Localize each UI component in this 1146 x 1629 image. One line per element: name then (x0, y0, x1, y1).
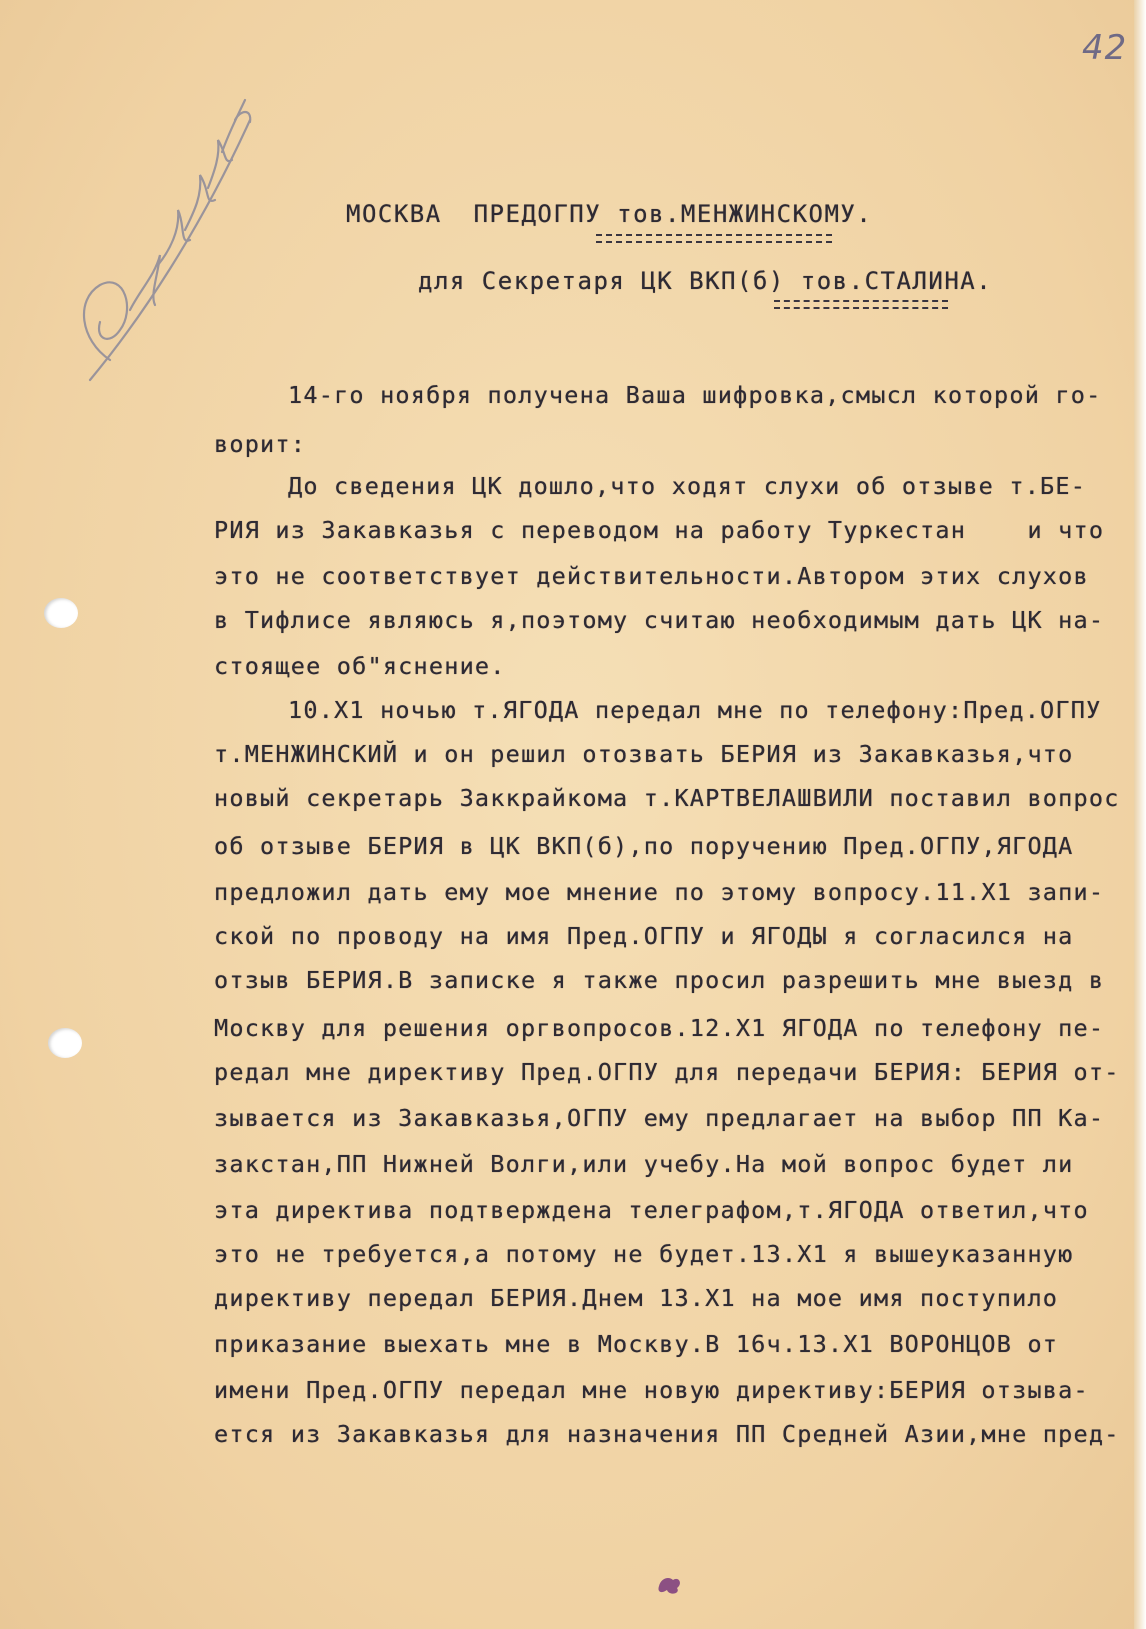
body-line: 10.Х1 ночью т.ЯГОДА передал мне по телефону:Пред.ОГПУ (288, 696, 1102, 724)
punch-hole-top (44, 598, 78, 628)
body-line: это не соответствует действительности.Автором этих слухов (214, 562, 1089, 590)
body-line: эта директива подтверждена телеграфом,т.ЯГОДА ответил,что (214, 1196, 1089, 1224)
ink-stamp-mark (655, 1572, 685, 1598)
address-line-moscow: МОСКВА ПРЕДОГПУ тов.МЕНЖИНСКОМУ. (346, 200, 873, 228)
body-line: зывается из Закавказья,ОГПУ ему предлагает на выбор ПП Ка- (214, 1104, 1105, 1132)
body-line: До сведения ЦК дошло,что ходят слухи об отзыве т.БЕ- (288, 472, 1087, 500)
page-number: 42 (1082, 28, 1128, 68)
body-line: РИЯ из Закавказья с переводом на работу Туркестан и что (214, 516, 1105, 544)
body-line: отзыв БЕРИЯ.В записке я также просил разрешить мне выезд в (214, 966, 1105, 994)
body-line: приказание выехать мне в Москву.В 16ч.13.Х1 ВОРОНЦОВ от (214, 1330, 1059, 1358)
double-underline-menzhinsky (596, 234, 832, 243)
body-line: редал мне директиву Пред.ОГПУ для передачи БЕРИЯ: БЕРИЯ от- (214, 1058, 1120, 1086)
page-edge (1134, 0, 1146, 1629)
body-line: предложил дать ему мое мнение по этому вопросу.11.Х1 запи- (214, 878, 1105, 906)
body-line: стоящее об"яснение. (214, 652, 506, 680)
body-line: Москву для решения оргвопросов.12.Х1 ЯГОДА по телефону пе- (214, 1014, 1105, 1042)
body-line: это не требуется,а потому не будет.13.Х1 я вышеуказанную (214, 1240, 1074, 1268)
body-line: 14-го ноября получена Ваша шифровка,смысл которой го- (288, 381, 1102, 409)
pencil-annotation (40, 60, 270, 390)
body-line: в Тифлисе являюсь я,поэтому считаю необходимым дать ЦК на- (214, 606, 1105, 634)
body-line: ворит: (214, 430, 307, 458)
body-line: закстан,ПП Нижней Волги,или учебу.На мой вопрос будет ли (214, 1150, 1074, 1178)
body-line: об отзыве БЕРИЯ в ЦК ВКП(б),по поручению Пред.ОГПУ,ЯГОДА (214, 832, 1074, 860)
punch-hole-bottom (48, 1028, 82, 1058)
body-line: имени Пред.ОГПУ передал мне новую директиву:БЕРИЯ отзыва- (214, 1376, 1089, 1404)
body-line: ской по проводу на имя Пред.ОГПУ и ЯГОДЫ я согласился на (214, 922, 1074, 950)
body-line: т.МЕНЖИНСКИЙ и он решил отозвать БЕРИЯ из Закавказья,что (214, 740, 1074, 768)
address-line-stalin: для Секретаря ЦК ВКП(б) тов.СТАЛИНА. (418, 267, 993, 295)
body-line: ется из Закавказья для назначения ПП Средней Азии,мне пред- (214, 1420, 1120, 1448)
body-line: новый секретарь Заккрайкома т.КАРТВЕЛАШВИЛИ поставил вопрос (214, 784, 1120, 812)
body-line: директиву передал БЕРИЯ.Днем 13.Х1 на мое имя поступило (214, 1284, 1059, 1312)
double-underline-stalin (774, 300, 948, 309)
